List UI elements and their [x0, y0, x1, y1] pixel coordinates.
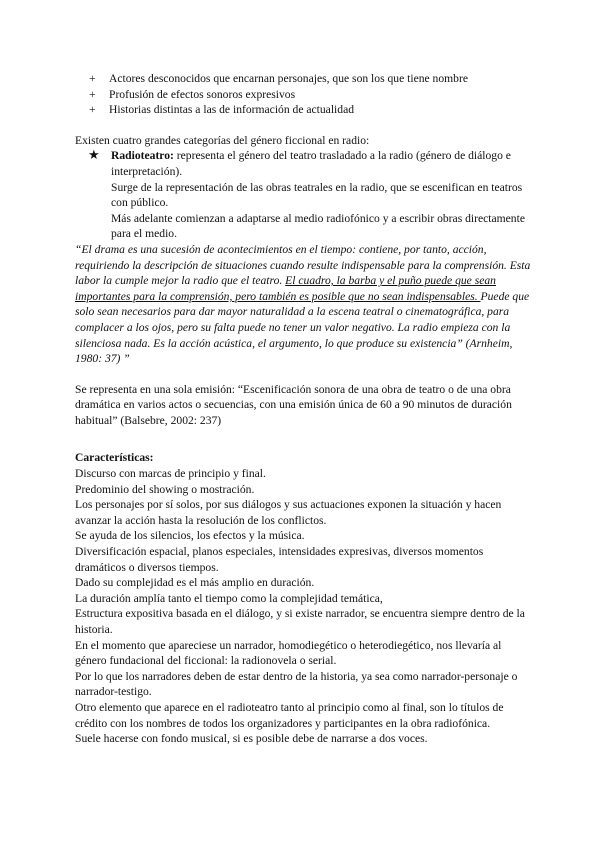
radioteatro-origin: Surge de la representación de las obras teatrales en la radio, que se escenifican en teatros con público.	[111, 180, 523, 210]
caracteristica-line: Estructura expositiva basada en el diálogo, y si existe narrador, se encuentra siempre dentro de la historia.	[75, 607, 525, 636]
bullet-item: + Profusión de efectos sonoros expresivos	[89, 87, 296, 101]
emision-paragraph: Se representa en una sola emisión: “Escenificación sonora de una obra de teatro o de una obra dramática en varios actos o secuencias, con una emisión única de 60 a 90 minutos de duración habitual” (Balsebre, 2002: 237)	[75, 382, 512, 427]
caracteristicas-heading: Características:	[75, 451, 154, 465]
plus-bullet-icon: +	[89, 103, 96, 117]
caracteristica-line: En el momento que apareciese un narrador, homodiegético o heterodiegético, nos llevaría al género fundacional del ficcional: la radionovela o serial.	[75, 638, 502, 668]
document-body	[75, 71, 535, 747]
underlined-quote: El cuadro, la barba y el puño puede que sean importantes para la comprensión, pero también es posible que no sean indispensables.	[75, 274, 496, 303]
caracteristica-line: Otro elemento que aparece en el radioteatro tanto al principio como al final, son lo títulos de crédito con los nombres de todos los organizadores y participantes en la obra radiofónica.	[75, 700, 504, 730]
caracteristica-line: Por lo que los narradores deben de estar dentro de la historia, ya sea como narrador-personaje o narrador-testigo.	[75, 669, 518, 699]
radioteatro-definition: representa el género del teatro trasladado a la radio (género de diálogo e interpretación).	[111, 149, 511, 178]
caracteristica-line: Discurso con marcas de principio y final.	[75, 467, 266, 481]
plus-bullet-icon: +	[89, 72, 96, 85]
caracteristica-line: Predominio del showing o mostración.	[75, 482, 255, 496]
caracteristica-line: La duración amplía tanto el tiempo como la complejidad temática,	[75, 591, 383, 605]
radioteatro-item	[75, 148, 535, 179]
caracteristica-line: Suele hacerse con fondo musical, si es posible debe de narrarse a dos voces.	[75, 732, 428, 746]
caracteristica-line: Los personajes por sí solos, por sus diálogos y sus actuaciones exponen la situación y hacen avanzar la acción hasta la resolución de los conflictos.	[75, 498, 502, 527]
bullet-item: + Actores desconocidos que encarnan personajes, que son los que tiene nombre	[89, 72, 468, 85]
caracteristica-line: Se ayuda de los silencios, los efectos y la música.	[75, 529, 305, 543]
star-bullet-icon: ★	[88, 147, 100, 163]
bullet-list	[75, 71, 535, 118]
bullet-item: + Historias distintas a las de información de actualidad	[89, 103, 355, 117]
caracteristica-line: Dado su complejidad es el más amplio en duración.	[75, 576, 315, 590]
caracteristica-line: Diversificación espacial, planos especiales, intensidades expresivas, diversos momentos dramáticos o diversos tiempos.	[75, 545, 484, 574]
radioteatro-adaptation: Más adelante comienzan a adaptarse al medio radiofónico y a escribir obras directamente para el medio.	[111, 211, 525, 241]
arnheim-quote: “El drama es una sucesión de acontecimientos en el tiempo: contiene, por tanto, acción, requiriendo la descripción de situaciones cuando resulte indispensable para la comprensión. Esta labor la cumple mejor la radio que el teatro. El cuadro, la barba y el puño puede que sean importantes para la comprensión, pero también es posible que no sean indispensables. Puede que solo sean necesarios para dar mayor naturalidad a la escena teatral o cinematográfica, para complacer a los ojos, pero su falta puede no tener un valor negativo. La radio empieza con la silenciosa nada. Es la acción acústica, el argumento, lo que produce su existencia” (Arnheim, 1980: 37) ”	[75, 242, 531, 366]
radioteatro-term: Radioteatro:	[111, 149, 174, 163]
categories-intro: Existen cuatro grandes categorías del género ficcional en radio:	[75, 133, 370, 147]
plus-bullet-icon: +	[89, 87, 96, 101]
